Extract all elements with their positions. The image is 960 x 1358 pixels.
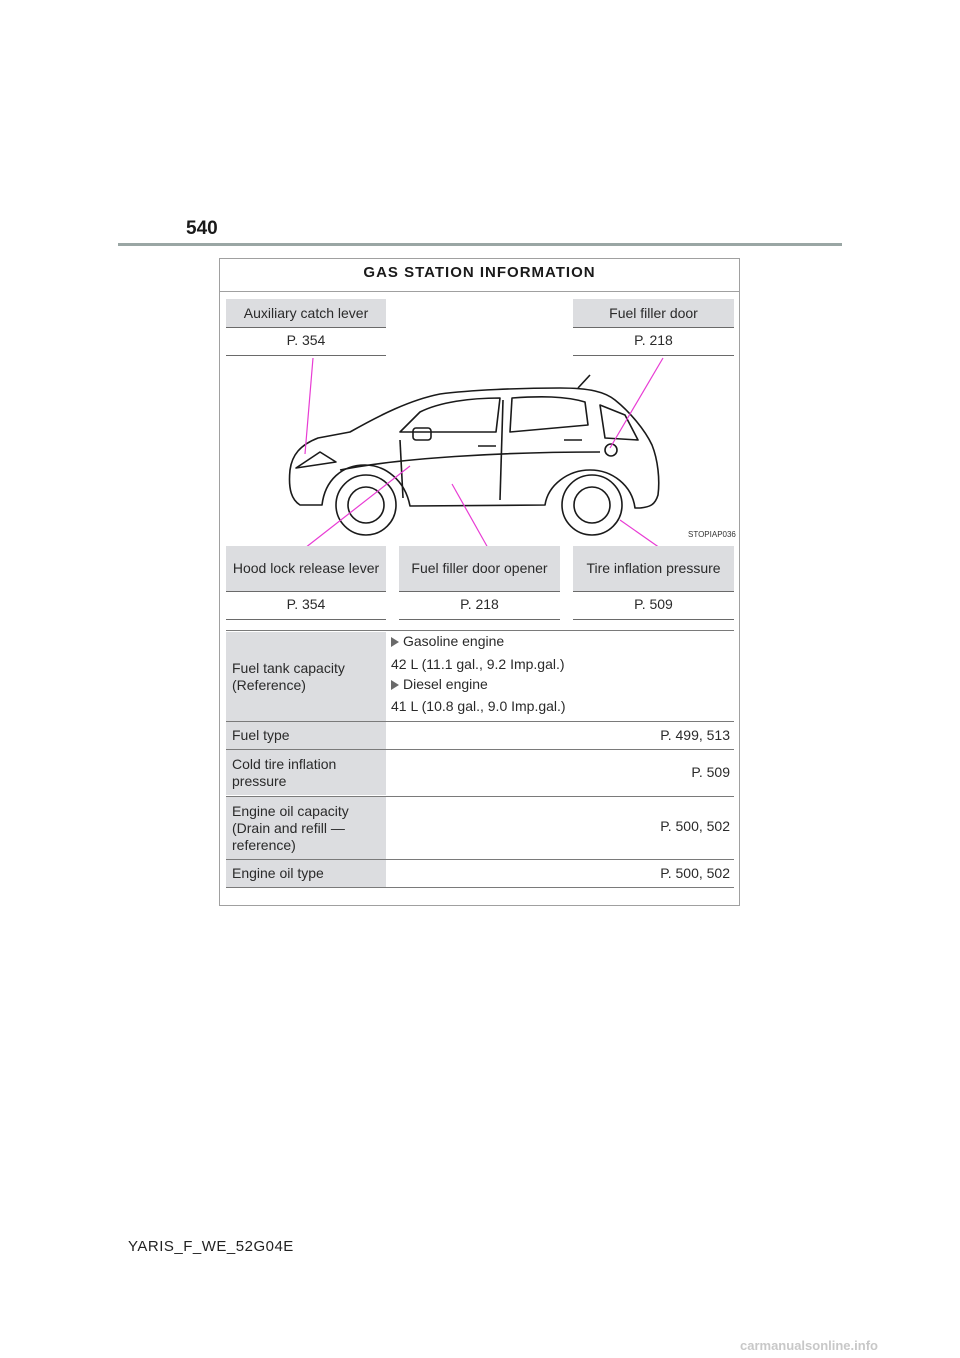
ref-tire-inflation-pressure: P. 509 xyxy=(573,596,734,620)
door-line-front xyxy=(400,440,403,498)
watermark: carmanualsonline.info xyxy=(740,1338,878,1353)
label-engine-oil-capacity: Engine oil capacity (Drain and refill — reference) xyxy=(226,797,386,859)
leader-hood-lock-release xyxy=(305,466,410,548)
ref-auxiliary-catch-lever: P. 354 xyxy=(226,332,386,356)
leader-fuel-filler-opener xyxy=(452,484,488,548)
diesel-heading xyxy=(391,676,488,692)
label-fuel-tank-capacity: Fuel tank capacity (Reference) xyxy=(226,632,386,721)
gasoline-heading xyxy=(391,633,504,649)
headlight xyxy=(296,452,336,468)
rear-wheel xyxy=(562,475,622,535)
bullet-arrow-icon xyxy=(391,637,399,647)
callout-hood-lock-release-lever: Hood lock release lever xyxy=(226,546,386,592)
label-fuel-type: Fuel type xyxy=(226,722,386,749)
value-cold-tire-pressure: P. 509 xyxy=(691,764,730,780)
antenna xyxy=(578,375,590,388)
table-rule-bottom xyxy=(226,887,734,888)
rear-window xyxy=(510,397,588,432)
front-window xyxy=(400,398,500,432)
value-engine-oil-type: P. 500, 502 xyxy=(660,865,730,881)
image-code: STOPIAP036 xyxy=(688,530,736,539)
table-rule-top xyxy=(226,630,734,631)
gasoline-capacity: 42 L (11.1 gal., 9.2 Imp.gal.) xyxy=(391,656,565,672)
callout-auxiliary-catch-lever: Auxiliary catch lever xyxy=(226,299,386,328)
gasoline-heading-text: Gasoline engine xyxy=(403,633,505,649)
leader-auxiliary-catch-lever xyxy=(305,358,313,454)
callout-fuel-filler-door: Fuel filler door xyxy=(573,299,734,328)
ref-hood-lock-release-lever: P. 354 xyxy=(226,596,386,620)
leader-tire-inflation xyxy=(620,520,660,548)
side-mirror xyxy=(413,428,431,440)
door-line-rear xyxy=(500,400,503,500)
footer-code: YARIS_F_WE_52G04E xyxy=(128,1238,294,1255)
diesel-capacity: 41 L (10.8 gal., 9.0 Imp.gal.) xyxy=(391,698,566,714)
panel-title: GAS STATION INFORMATION xyxy=(219,258,740,292)
page-number: 540 xyxy=(186,218,218,239)
callout-tire-inflation-pressure: Tire inflation pressure xyxy=(573,546,734,592)
callout-fuel-filler-door-opener: Fuel filler door opener xyxy=(399,546,560,592)
value-fuel-type: P. 499, 513 xyxy=(660,727,730,743)
ref-fuel-filler-door: P. 218 xyxy=(573,332,734,356)
label-engine-oil-type: Engine oil type xyxy=(226,860,386,887)
diesel-heading-text: Diesel engine xyxy=(403,676,488,692)
value-engine-oil-capacity: P. 500, 502 xyxy=(660,818,730,834)
ref-fuel-filler-door-opener: P. 218 xyxy=(399,596,560,620)
label-cold-tire-pressure: Cold tire inflation pressure xyxy=(226,750,386,795)
bullet-arrow-icon xyxy=(391,680,399,690)
